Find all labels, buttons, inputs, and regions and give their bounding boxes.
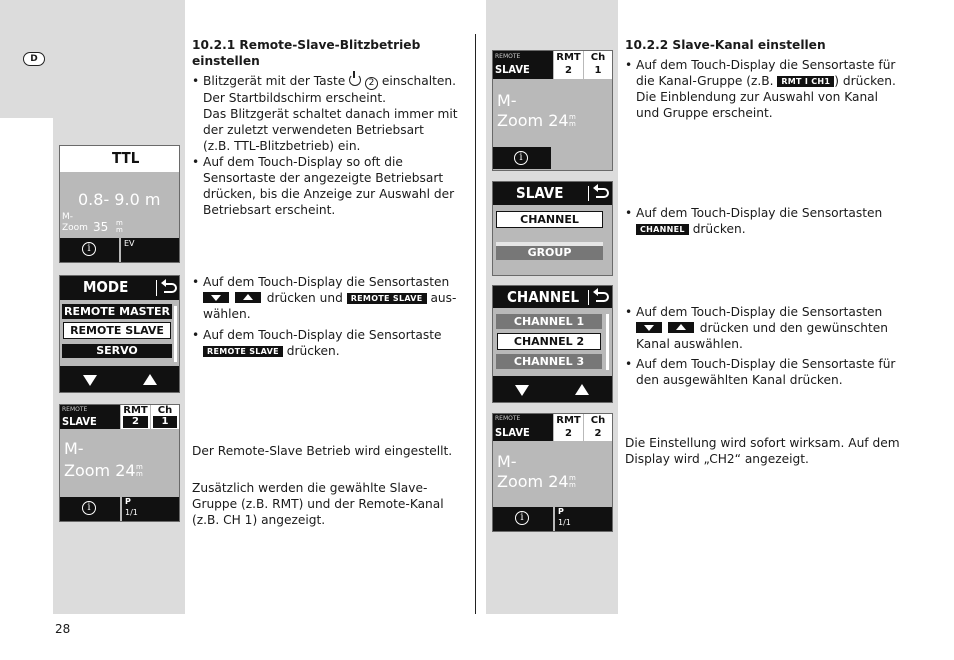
ttl-ev-button[interactable]: [121, 238, 179, 262]
slave-label: SLAVE: [62, 415, 97, 428]
ch-label: Ch: [590, 415, 606, 426]
rmt-label: RMT: [556, 52, 581, 63]
info-icon: i: [515, 511, 529, 525]
zoom-unit-top: m: [569, 474, 576, 482]
left-step-4: • Auf dem Touch-Display die Sensortaste REMOTE SLAVE drücken.: [192, 327, 464, 359]
circled-number: 2: [365, 77, 378, 90]
p-label: P: [558, 507, 564, 516]
m-label: M-: [497, 91, 517, 110]
ch-value: 1: [594, 65, 602, 76]
zoom-label: Zoom 24: [497, 111, 569, 130]
ch-label: Ch: [157, 405, 173, 416]
rmt-label: RMT: [556, 415, 581, 426]
right-instructions-1: [625, 37, 925, 121]
rmt-value: 2: [565, 428, 572, 439]
p-button[interactable]: [555, 507, 612, 531]
slave-label: SLAVE: [495, 63, 530, 76]
mode-title: MODE: [83, 278, 129, 296]
zoom-unit-bot: m: [569, 481, 576, 489]
arrow-up-icon: [235, 292, 261, 303]
rmt-group-button[interactable]: [554, 414, 583, 441]
m-label: M-: [64, 439, 84, 458]
left-step-3: • Auf dem Touch-Display die Sensortasten drücken und REMOTE SLAVE aus- wählen.: [192, 274, 464, 322]
ch-value: 1: [153, 416, 177, 428]
mode-up-button[interactable]: [121, 368, 179, 392]
info-icon: i: [514, 151, 528, 165]
channel-down-button[interactable]: [493, 378, 551, 402]
ttl-unit-bot: m: [116, 226, 123, 234]
channel-button[interactable]: [151, 405, 179, 429]
column-divider: [475, 34, 476, 614]
channel-item-1[interactable]: CHANNEL 1: [496, 314, 602, 329]
right-instructions-3: [625, 304, 925, 388]
zoom-label: Zoom 24: [497, 472, 569, 491]
ttl-zoom-value: 35: [93, 220, 109, 234]
page-number: 28: [55, 622, 71, 636]
back-icon[interactable]: [596, 188, 609, 198]
left-instructions-1: [192, 37, 464, 218]
rmt-ch1-chip: RMT I CH1: [777, 76, 834, 87]
channel-chip: CHANNEL: [636, 224, 689, 235]
left-heading: 10.2.1 Remote-Slave-Blitzbetrieb einstellen: [192, 38, 421, 68]
p-value: 1/1: [125, 508, 138, 517]
right-heading: 10.2.2 Slave-Kanal einstellen: [625, 38, 826, 52]
zoom-unit-bot: m: [136, 470, 143, 478]
power-icon: [349, 74, 361, 86]
remote-label: REMOTE: [495, 415, 521, 422]
mode-item-servo[interactable]: SERVO: [62, 344, 172, 358]
channel-screen: [492, 285, 613, 403]
left-result-2: Zusätzlich werden die gewählte Slave- Gruppe (z.B. RMT) und der Remote-Kanal (z.B. CH 1) angezeigt.: [192, 481, 444, 527]
remote-label: REMOTE: [62, 406, 88, 413]
channel-item-3[interactable]: CHANNEL 3: [496, 354, 602, 369]
zoom-unit-top: m: [569, 113, 576, 121]
channel-title: CHANNEL: [507, 288, 580, 306]
rmt-label: RMT: [123, 405, 148, 416]
m-label: M-: [497, 452, 517, 471]
rmt-value: 2: [565, 65, 572, 76]
right-step-2: • Auf dem Touch-Display die Sensortasten CHANNEL drücken.: [625, 205, 925, 237]
left-step-1: • Blitzgerät mit der Taste 2 einschalten. Der Startbildschirm erscheint. Das Blitzgerät schaltet danach immer mit der zuletzt verwendeten Betriebsart (z.B. TTL-Blitzbetrieb) ein.: [192, 73, 464, 154]
info-button[interactable]: [493, 147, 551, 169]
remote-slave-chip: REMOTE SLAVE: [203, 346, 283, 357]
left-result-1: Der Remote-Slave Betrieb wird eingestellt.: [192, 444, 453, 458]
mode-item-remote-slave[interactable]: REMOTE SLAVE: [63, 322, 171, 339]
info-icon: i: [82, 242, 96, 256]
arrow-down-icon: [83, 375, 97, 386]
p-value: 1/1: [558, 518, 571, 527]
ch-label: Ch: [590, 52, 606, 63]
zoom-unit-top: m: [136, 463, 143, 471]
language-badge: D: [23, 52, 45, 66]
mode-screen: [59, 275, 180, 393]
mode-scrollbar[interactable]: [174, 306, 177, 362]
right-step-3: • Auf dem Touch-Display die Sensortasten drücken und den gewünschten Kanal auswählen.: [625, 304, 925, 352]
channel-scrollbar[interactable]: [606, 314, 609, 370]
ttl-info-button[interactable]: [60, 238, 119, 262]
right-step-4: • Auf dem Touch-Display die Sensortaste für den ausgewählten Kanal drücken.: [625, 356, 925, 388]
channel-menu-item[interactable]: CHANNEL: [496, 211, 603, 228]
group-menu-item[interactable]: GROUP: [496, 246, 603, 260]
info-button[interactable]: [493, 507, 553, 531]
mode-down-button[interactable]: [60, 368, 119, 392]
arrow-up-icon: [668, 322, 694, 333]
zoom-label: Zoom 24: [64, 461, 136, 480]
channel-button[interactable]: [584, 414, 612, 441]
right-instructions-2: [625, 205, 925, 237]
ttl-ev-label: EV: [124, 239, 135, 248]
remote-label: REMOTE: [495, 53, 521, 60]
ttl-screen: [59, 145, 180, 263]
ttl-title: TTL: [112, 149, 140, 167]
slave-mode-button[interactable]: [493, 51, 553, 79]
left-step-2: • Auf dem Touch-Display so oft die Sensortaste der angezeigte Betriebsart drücken, bis die Anzeige zur Auswahl der Betriebsart erscheint.: [192, 154, 464, 218]
slave-menu-screen: [492, 181, 613, 276]
channel-item-2[interactable]: CHANNEL 2: [497, 333, 601, 350]
arrow-down-icon: [636, 322, 662, 333]
mode-item-remote-master[interactable]: REMOTE MASTER: [64, 305, 170, 318]
rmt-group-button[interactable]: [554, 51, 583, 79]
channel-button[interactable]: [584, 51, 612, 79]
back-icon[interactable]: [164, 283, 177, 293]
channel-up-button[interactable]: [553, 378, 612, 402]
rmt-value: 2: [123, 416, 148, 428]
slave-status-screen-2: [492, 50, 613, 171]
slave-status-screen-3: [492, 413, 613, 532]
ch-value: 2: [594, 428, 602, 439]
slave-mode-button[interactable]: [493, 414, 553, 441]
ttl-m-label: M-: [62, 212, 74, 222]
slave-label: SLAVE: [495, 426, 530, 439]
remote-slave-chip: REMOTE SLAVE: [347, 293, 427, 304]
slave-menu-title: SLAVE: [516, 184, 564, 202]
p-button[interactable]: [122, 497, 179, 521]
info-icon: i: [82, 501, 96, 515]
info-button[interactable]: [60, 497, 120, 521]
left-instructions-2: [192, 274, 464, 359]
slave-mode-button[interactable]: [60, 405, 120, 429]
zoom-unit-bot: m: [569, 120, 576, 128]
rmt-group-button[interactable]: [121, 405, 150, 429]
back-icon[interactable]: [596, 292, 609, 302]
ttl-range: 0.8- 9.0 m: [78, 190, 161, 209]
p-label: P: [125, 497, 131, 506]
slave-status-screen-1: [59, 404, 180, 522]
arrow-up-icon: [143, 374, 157, 385]
arrow-up-icon: [575, 384, 589, 395]
right-step-1: • Auf dem Touch-Display die Sensortaste für die Kanal-Gruppe (z.B. RMT I CH1 ) drücken. Die Einblendung zur Auswahl von Kanal und Gruppe erscheint.: [625, 57, 925, 121]
arrow-down-icon: [203, 292, 229, 303]
right-result: Die Einstellung wird sofort wirksam. Auf dem Display wird „CH2“ angezeigt.: [625, 436, 900, 466]
ttl-unit-top: m: [116, 219, 123, 227]
ttl-zoom-label: Zoom: [62, 223, 88, 233]
arrow-down-icon: [515, 385, 529, 396]
